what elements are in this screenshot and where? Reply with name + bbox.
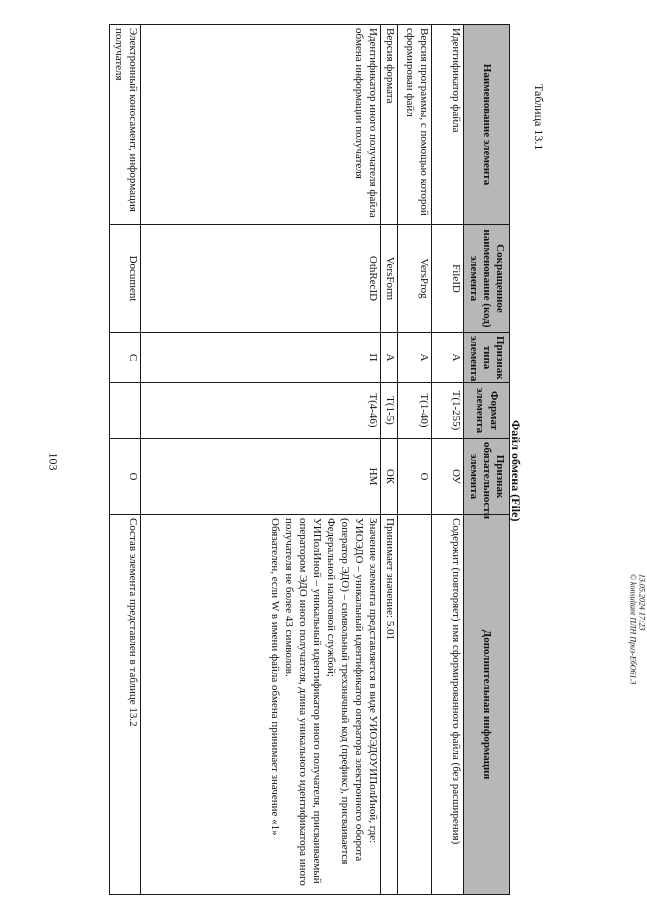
info-line: Обязателен, если W в имени файла обмена принимает значение «1»	[269, 518, 282, 836]
info-line: Содержит (повторяет) имя сформированного файла (без расширения)	[450, 518, 462, 845]
cell-required: О	[110, 439, 141, 515]
cell-name: Идентификатор иного получателя файла обмена информации получателя	[141, 25, 381, 225]
cell-code: VersProg	[398, 225, 432, 333]
footer-stamp	[628, 574, 646, 685]
cell-type: A	[432, 333, 464, 383]
column-header-name: Наименование элемента	[464, 25, 510, 225]
cell-info	[381, 515, 398, 895]
cell-code: VersForm	[381, 225, 398, 333]
cell-name: Идентификатор файла	[432, 25, 464, 225]
table-row	[141, 25, 381, 895]
page-number: 103	[46, 452, 61, 471]
cell-required: ОУ	[432, 439, 464, 515]
cell-format: T(1-40)	[398, 383, 432, 439]
cell-name: Версия программы, с помощью которой сформирован файл	[398, 25, 432, 225]
cell-info	[141, 515, 381, 895]
cell-type: С	[110, 333, 141, 383]
footer-stamp-source: © konsultant ПЛН Приз-ЕбО61.3	[628, 573, 638, 685]
table-row	[398, 25, 432, 895]
column-header-required: Признак обязательности элемента	[464, 439, 510, 515]
column-header-info: Дополнительная информация	[464, 515, 510, 895]
cell-code: OthRecID	[141, 225, 381, 333]
cell-type: A	[381, 333, 398, 383]
table-row	[110, 25, 141, 895]
table-caption: Файл обмена (File)	[509, 420, 523, 522]
footer-stamp-date: 13.05.2024 17:23	[637, 573, 647, 631]
cell-type: A	[398, 333, 432, 383]
cell-info	[398, 515, 432, 895]
cell-format: T(1-255)	[432, 383, 464, 439]
cell-required: О	[398, 439, 432, 515]
table-header-row	[464, 25, 510, 895]
cell-format	[110, 383, 141, 439]
cell-code: Document	[110, 225, 141, 333]
info-line: Состав элемента представлен в таблице 13.2	[127, 518, 140, 727]
info-line: Принимает значение: 5.01	[384, 518, 396, 641]
info-line: Значение элемента представляется в виде УИОЭДОУИПолИной, где:	[367, 518, 380, 844]
cell-info	[110, 515, 141, 895]
column-header-code: Сокращенное наименование (код) элемента	[464, 225, 510, 333]
table-label: Таблица 13.1	[532, 84, 546, 151]
cell-name: Версия формата	[381, 25, 398, 225]
info-line: УИОЭДО – уникальный идентификатор оператора электронного оборота (оператор ЭДО) – символьный трехзначный код (префикс), присваивается Федеральной налоговой службой;	[325, 518, 366, 865]
file-exchange-table	[109, 24, 510, 895]
cell-info	[432, 515, 464, 895]
table-row	[381, 25, 398, 895]
column-header-format: Формат элемента	[464, 383, 510, 439]
info-line: УИПолИной – уникальный идентификатор иного получателя, присваиваемый оператором ЭДО иного получателя, длина уникального идентификатора иного получателя не более 43 символов.	[283, 518, 324, 886]
cell-type: П	[141, 333, 381, 383]
cell-required: НМ	[141, 439, 381, 515]
cell-code: FileID	[432, 225, 464, 333]
cell-required: ОК	[381, 439, 398, 515]
column-header-type: Признак типа элемента	[464, 333, 510, 383]
cell-format: T(1-5)	[381, 383, 398, 439]
table-row	[432, 25, 464, 895]
cell-format: T(4-46)	[141, 383, 381, 439]
cell-name: Электронный коносамент, информация получателя	[110, 25, 141, 225]
